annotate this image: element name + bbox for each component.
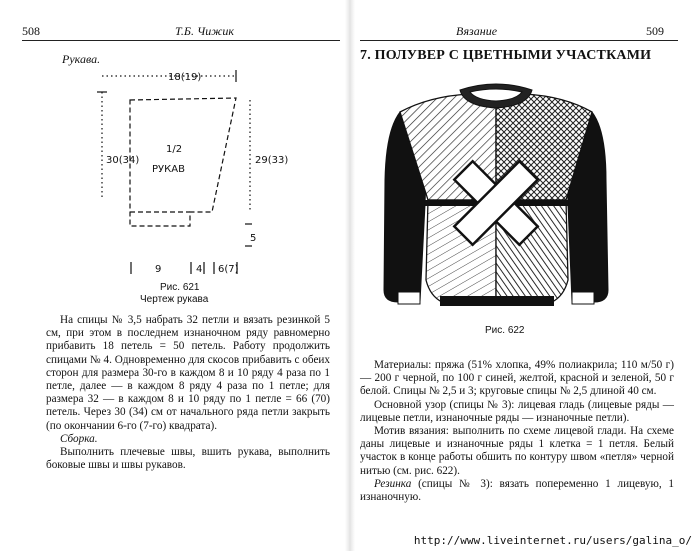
section-title: 7. ПОЛУВЕР С ЦВЕТНЫМИ УЧАСТКАМИ [360,48,652,63]
diagram-left-measure: 30(34) [106,155,140,166]
left-figure-number: Рис. 621 [160,282,200,293]
right-page-number: 509 [646,24,664,38]
left-running-head: Т.Б. Чижик [175,24,235,38]
diagram-right-measure: 29(33) [255,155,289,166]
diagram-center-label: РУКАВ [152,164,185,175]
diagram-center-fraction: 1/2 [166,144,183,155]
diagram-cuff-measure: 5 [250,233,257,244]
paragraph-sleeve-instructions: На спицы № 3,5 набрать 32 петли и вязать резинкой 5 см, при этом в последнем изнаночном ряду равномерно прибавить 18 петель = 50 петель. Работу продолжить спицами № 4. Одновременно для скосов прибавить с обеих сторон для размера 30-го в каждом 8 и 10 ряду 4 раза по 1 петле, далее — в каждом 8 ряду 4 раза по 1 петле; для размера 32 — в каждом 8 и 10 ряду по 1 петле = 66 (70) петель. Через 30 (34) см от начального ряда петли закрыть (по окончании 6-го (7-го) квадрата). [46,314,330,432]
diagram-bottom-measure-2: 4 [196,264,203,275]
paragraph-pattern: Основной узор (спицы № 3): лицевая гладь (лицевые ряды — лицевые петли, изнаночные ряды — изнаночные петли). [360,398,674,424]
diagram-bottom-measure-1: 9 [155,264,162,275]
right-figure-number: Рис. 622 [485,325,525,336]
right-body-text [360,359,674,504]
paragraph-motif: Мотив вязания: выполнить по схеме лицевой глади. На схеме даны лицевые и изнаночные ряды 1 клетка = 1 петля. Белый участок в конце работы обшить по контуру швом «петля» черной нитью (см. рис. 622). [360,425,674,477]
source-url-watermark: http://www.liveinternet.ru/users/galina_o/ [413,534,692,547]
left-figure-title: Чертеж рукава [140,294,209,305]
rib-text: (спицы № 3): вязать попеременно 1 лицевую, 1 изнаночную. [360,477,674,504]
diagram-top-measure: 18(19) [168,72,202,83]
paragraph-assembly: Выполнить плечевые швы, вшить рукава, выполнить боковые швы и швы рукавов. [46,446,330,472]
right-running-head: Вязание [456,24,498,38]
section-label: Рукава. [62,52,101,66]
paragraph-materials: Материалы: пряжа (51% хлопка, 49% полиакрила; 110 м/50 г) — 200 г черной, по 100 г синей, желтой, красной и зеленой, 50 г белой. Спицы № 2,5 и 3; круговые спицы № 2,5 длиной 40 см. [360,359,674,398]
rib-label: Резинка [374,477,412,490]
assembly-label: Сборка. [60,432,98,445]
left-page-number: 508 [22,24,40,38]
diagram-bottom-measure-3: 6(7) [218,264,239,275]
